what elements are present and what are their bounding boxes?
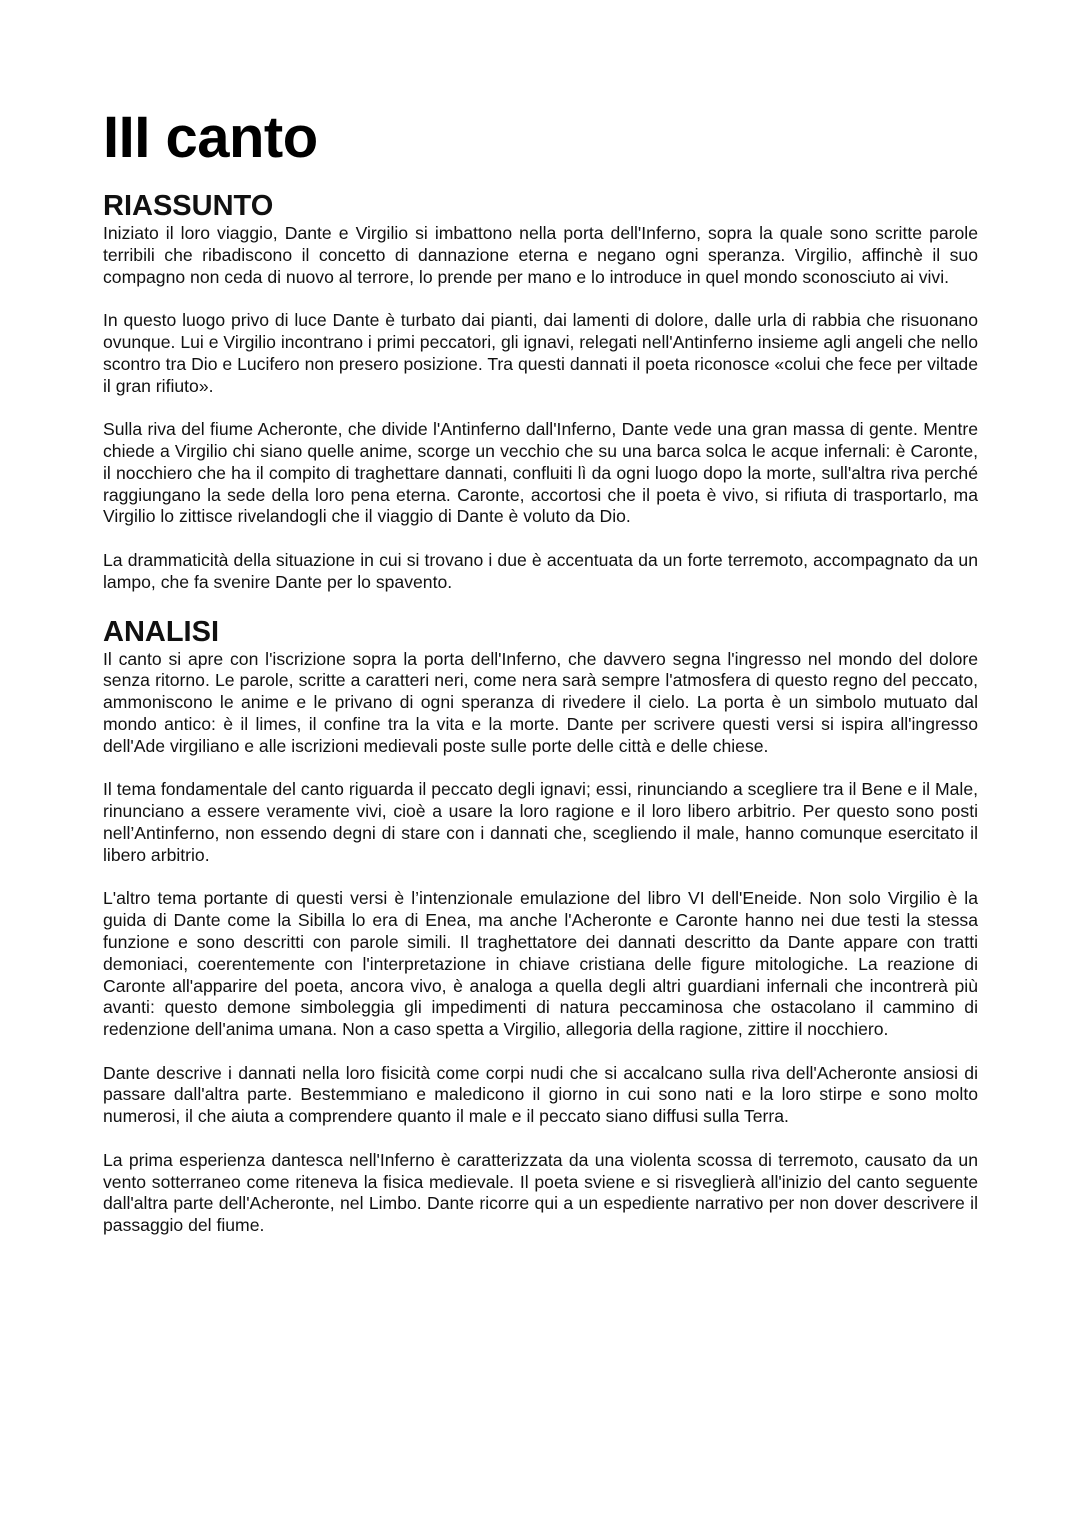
analisi-paragraph-2: Il tema fondamentale del canto riguarda il peccato degli ignavi; essi, rinunciando a scegliere tra il Bene e il Male, rinunciano a essere veramente vivi, cioè a usare la loro ragione e il loro libero arbitrio. Per questo sono posti nell’Antinferno, non essendo degni di stare con i dannati che, scegliendo il male, hanno comunque esercitato il libero arbitrio. [103, 779, 978, 865]
analisi-paragraph-3: L'altro tema portante di questi versi è l’intenzionale emulazione del libro VI dell'Eneide. Non solo Virgilio è la guida di Dante come la Sibilla lo era di Enea, ma anche l'Acheronte e Caronte hanno nei due testi la stessa funzione e sono descritti con parole simili. Il traghettatore dei dannati descritto da Dante appare con tratti demoniaci, coerentemente con l'interpretazione in chiave cristiana delle figure mitologiche. La reazione di Caronte all'apparire del poeta, ancora vivo, è analoga a quella degli altri guardiani infernali che incontrerà più avanti: questo demone simboleggia gli impedimenti di natura peccaminosa che ostacolano il cammino di redenzione dell'anima umana. Non a caso spetta a Virgilio, allegoria della ragione, zittire il nocchiero. [103, 888, 978, 1040]
section-heading-analisi: ANALISI [103, 615, 219, 648]
page-title: III canto [103, 105, 318, 170]
document-page [103, 104, 978, 1237]
riassunto-paragraph-3: Sulla riva del fiume Acheronte, che divide l'Antinferno dall'Inferno, Dante vede una gran massa di gente. Mentre chiede a Virgilio chi siano quelle anime, scorge un vecchio che su una barca solca le acque infernali: è Caronte, il nocchiero che ha il compito di traghettare dannati, confluiti lì da ogni luogo dopo la morte, sull'altra riva perché raggiungano la sede della loro pena eterna. Caronte, accortosi che il poeta è vivo, si rifiuta di trasportarlo, ma Virgilio lo zittisce rivelandogli che il viaggio di Dante è voluto da Dio. [103, 419, 978, 527]
analisi-paragraph-1: Il canto si apre con l'iscrizione sopra la porta dell'Inferno, che davvero segna l'ingresso nel mondo del dolore senza ritorno. Le parole, scritte a caratteri neri, come nera sarà sempre l'atmosfera di questo regno del peccato, ammoniscono le anime e le privano di ogni speranza di rivedere il cielo. La porta è un simbolo mutuato dal mondo antico: è il limes, il confine tra la vita e la morte. Dante per scrivere questi versi si ispira all'ingresso dell'Ade virgiliano e alle iscrizioni medievali poste sulle porte delle città e delle chiese. [103, 648, 978, 756]
section-analisi [103, 616, 978, 1238]
analisi-paragraph-4: Dante descrive i dannati nella loro fisicità come corpi nudi che si accalcano sulla riva dell'Acheronte ansiosi di passare dall'altra parte. Bestemmiano e maledicono il giorno in cui sono nati e la loro stirpe e sono molto numerosi, il che aiuta a comprendere quanto il male e il peccato siano diffusi sulla Terra. [103, 1062, 978, 1127]
section-heading-riassunto: RIASSUNTO [103, 190, 274, 222]
riassunto-paragraph-2: In questo luogo privo di luce Dante è turbato dai pianti, dai lamenti di dolore, dalle urla di rabbia che risuonano ovunque. Lui e Virgilio incontrano i primi peccatori, gli ignavi, relegati nell'Antinferno insieme agli angeli che nello scontro tra Dio e Lucifero non presero posizione. Tra questi dannati il poeta riconosce «colui che fece per viltade il gran rifiuto». [103, 310, 978, 396]
analisi-paragraph-5: La prima esperienza dantesca nell'Inferno è caratterizzata da una violenta scossa di terremoto, causato da un vento sotterraneo come riteneva la fisica medievale. Il poeta sviene e si risveglierà all'inizio del canto seguente dall'altra parte dell'Acheronte, nel Limbo. Dante ricorre qui a un espediente narrativo per non dover descrivere il passaggio del fiume. [103, 1149, 978, 1236]
riassunto-paragraph-4: La drammaticità della situazione in cui si trovano i due è accentuata da un forte terremoto, accompagnato da un lampo, che fa svenire Dante per lo spavento. [103, 549, 978, 592]
riassunto-paragraph-1: Iniziato il loro viaggio, Dante e Virgilio si imbattono nella porta dell'Inferno, sopra la quale sono scritte parole terribili che ribadiscono il concetto di dannazione eterna e negano ogni speranza. Virgilio, affinchè il suo compagno non ceda di nuovo al terrore, lo prende per mano e lo introduce in quel mondo sconosciuto ai vivi. [103, 223, 978, 287]
section-riassunto [103, 190, 978, 594]
